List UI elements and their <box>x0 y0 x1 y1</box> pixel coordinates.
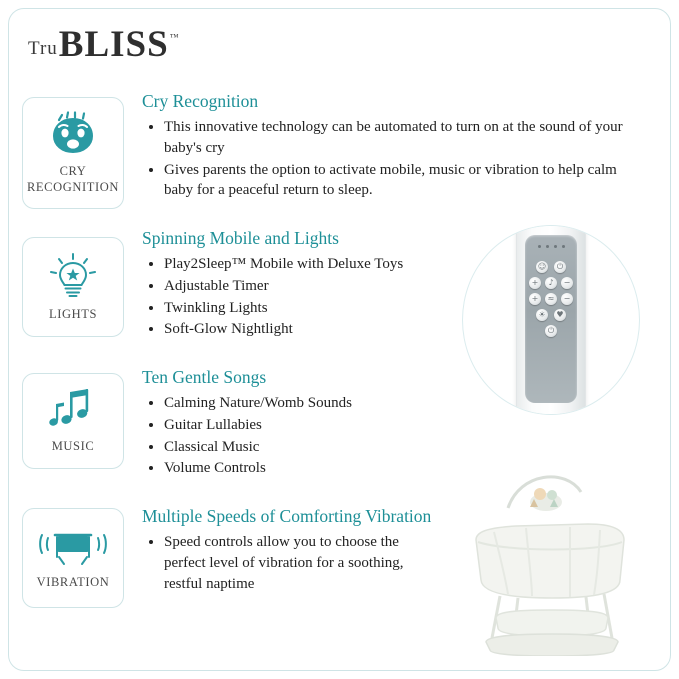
feature-ten-gentle-songs <box>142 366 472 480</box>
brand-prefix: Tru <box>28 38 58 59</box>
icon-caption-cry-recognition <box>27 164 119 195</box>
list-item: • Calming Nature/Womb Sounds <box>164 393 472 414</box>
list-item: • Volume Controls <box>164 458 472 479</box>
remote-button-row <box>529 309 573 321</box>
feature-multiple-speeds-of-comforting-vibration <box>142 505 442 595</box>
remote-button-vibration-down[interactable]: − <box>561 293 573 305</box>
feature-cry-recognition <box>142 90 647 202</box>
remote-button-volume-down[interactable]: − <box>561 277 573 289</box>
remote-button-row <box>529 277 573 289</box>
icon-box-music <box>22 373 124 469</box>
remote-control-image <box>462 225 640 415</box>
remote-button-grid <box>529 261 573 337</box>
remote-button-music[interactable]: ♪ <box>545 277 557 289</box>
list-item: • Adjustable Timer <box>164 276 472 297</box>
remote-button-cry[interactable]: ☺ <box>537 262 547 271</box>
remote-button-power[interactable]: ⏻ <box>545 325 557 337</box>
cry-recognition-icon <box>45 111 101 157</box>
remote-button-vibration-up[interactable]: + <box>529 293 541 305</box>
remote-button-mobile[interactable]: ♥ <box>554 309 566 321</box>
icon-caption-cry-line2: RECOGNITION <box>26 179 119 194</box>
feature-bullets-spinning-mobile-and-lights <box>142 254 472 340</box>
icon-caption-lights: LIGHTS <box>48 306 98 321</box>
feature-title-multiple-speeds-of-comforting-vibration: Multiple Speeds of Comforting Vibration <box>142 506 432 526</box>
brand-logo <box>28 26 179 63</box>
list-item: • Soft-Glow Nightlight <box>164 319 472 340</box>
feature-bullets-cry-recognition <box>142 117 647 201</box>
icon-caption-vibration: VIBRATION <box>36 574 110 589</box>
remote-button-volume-up[interactable]: + <box>529 277 541 289</box>
remote-panel <box>525 235 577 403</box>
feature-spinning-mobile-and-lights <box>142 227 472 341</box>
list-item: • This innovative technology can be automated to turn on at the sound of your baby's cry <box>164 117 647 158</box>
list-item: • Twinkling Lights <box>164 298 472 319</box>
lights-icon <box>46 252 100 300</box>
vibration-icon <box>38 526 108 568</box>
feature-bullets-ten-gentle-songs <box>142 393 472 479</box>
list-item: • Gives parents the option to activate mobile, music or vibration to help calm baby for a peaceful return to sleep. <box>164 160 647 201</box>
remote-button-row <box>529 325 573 337</box>
remote-button-power-top[interactable]: ⏻ <box>554 261 566 273</box>
list-item: • Play2Sleep™ Mobile with Deluxe Toys <box>164 254 472 275</box>
feature-title-cry-recognition: Cry Recognition <box>142 91 259 111</box>
brand-name: BLISS <box>58 24 169 65</box>
remote-button-row <box>529 293 573 305</box>
icon-box-lights <box>22 237 124 337</box>
remote-button-vibration[interactable]: ≈ <box>545 293 557 305</box>
list-item: • Speed controls allow you to choose the perfect level of vibration for a soothing, restful naptime <box>164 532 442 594</box>
music-icon <box>46 388 100 432</box>
remote-button-row <box>529 261 573 273</box>
icon-caption-music: MUSIC <box>51 438 95 453</box>
remote-body <box>516 225 586 415</box>
remote-indicator-dots <box>525 245 577 248</box>
bassinet-product-image <box>448 452 654 656</box>
list-item: • Classical Music <box>164 437 472 458</box>
feature-title-spinning-mobile-and-lights: Spinning Mobile and Lights <box>142 228 339 248</box>
icon-box-cry-recognition <box>22 97 124 209</box>
feature-bullets-multiple-speeds-of-comforting-vibration <box>142 532 442 594</box>
list-item: • Guitar Lullabies <box>164 415 472 436</box>
icon-box-vibration <box>22 508 124 608</box>
remote-button-nightlight[interactable]: ☀ <box>536 309 548 321</box>
trademark-symbol: ™ <box>169 32 179 42</box>
mobile-toys <box>530 488 562 511</box>
icon-caption-cry-line1: CRY <box>59 163 87 178</box>
feature-title-ten-gentle-songs: Ten Gentle Songs <box>142 367 267 387</box>
